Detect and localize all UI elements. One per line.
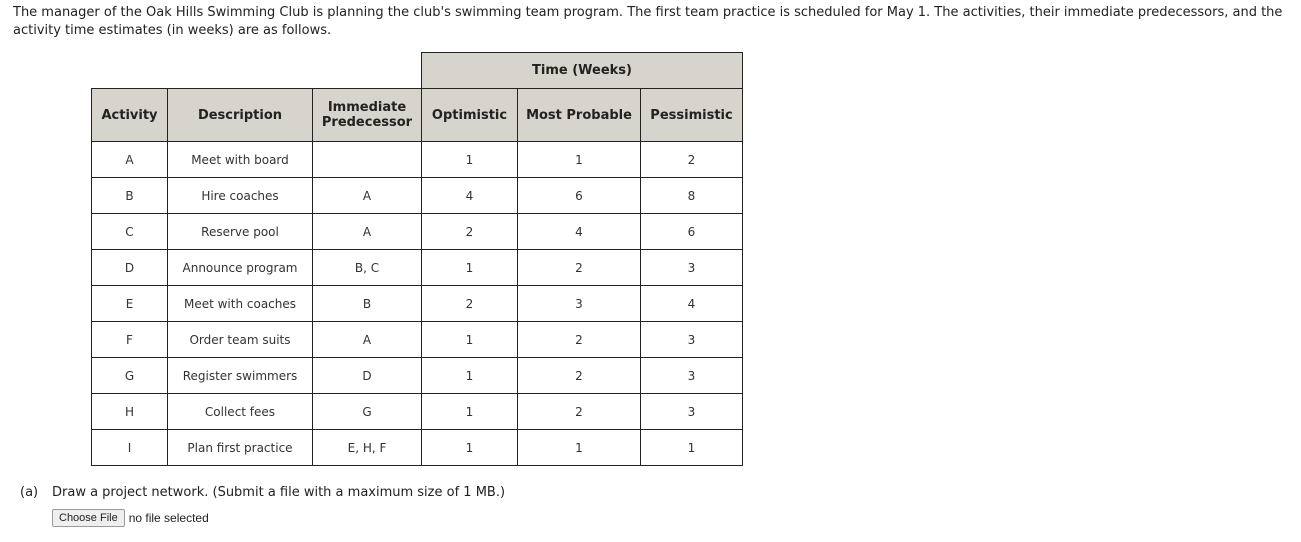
cell-most-probable: 6 xyxy=(518,178,641,214)
col-header-predecessor: Immediate Predecessor xyxy=(313,89,422,142)
cell-activity: F xyxy=(92,322,168,358)
table-row xyxy=(92,178,743,214)
cell-most-probable: 1 xyxy=(518,142,641,178)
cell-predecessor: A xyxy=(313,214,422,250)
cell-most-probable: 2 xyxy=(518,358,641,394)
question-part-a xyxy=(20,484,505,502)
cell-pessimistic: 3 xyxy=(641,250,743,286)
cell-predecessor xyxy=(313,142,422,178)
col-header-description: Description xyxy=(168,89,313,142)
cell-optimistic: 4 xyxy=(422,178,518,214)
cell-optimistic: 1 xyxy=(422,430,518,466)
part-a-label: (a) xyxy=(20,485,39,500)
table-row xyxy=(92,214,743,250)
cell-pessimistic: 3 xyxy=(641,358,743,394)
table-row xyxy=(92,286,743,322)
col-header-activity: Activity xyxy=(92,89,168,142)
cell-most-probable: 2 xyxy=(518,322,641,358)
file-upload xyxy=(52,509,209,527)
cell-most-probable: 2 xyxy=(518,250,641,286)
cell-optimistic: 2 xyxy=(422,214,518,250)
table-row xyxy=(92,142,743,178)
table-row xyxy=(92,430,743,466)
cell-description: Collect fees xyxy=(168,394,313,430)
cell-activity: H xyxy=(92,394,168,430)
cell-most-probable: 1 xyxy=(518,430,641,466)
cell-optimistic: 1 xyxy=(422,394,518,430)
cell-optimistic: 2 xyxy=(422,286,518,322)
cell-predecessor: B xyxy=(313,286,422,322)
cell-activity: C xyxy=(92,214,168,250)
cell-most-probable: 3 xyxy=(518,286,641,322)
cell-optimistic: 1 xyxy=(422,322,518,358)
time-weeks-header: Time (Weeks) xyxy=(422,53,743,89)
cell-pessimistic: 1 xyxy=(641,430,743,466)
column-header-row xyxy=(92,89,743,142)
cell-pessimistic: 3 xyxy=(641,394,743,430)
cell-optimistic: 1 xyxy=(422,250,518,286)
table-row xyxy=(92,250,743,286)
cell-pessimistic: 3 xyxy=(641,322,743,358)
choose-file-button[interactable]: Choose File xyxy=(52,509,125,527)
problem-intro: The manager of the Oak Hills Swimming Club is planning the club's swimming team program. The first team practice is scheduled for May 1. The activities, their immediate predecessors, and the activity time estimates (in weeks) are as follows. xyxy=(13,5,1283,38)
cell-most-probable: 2 xyxy=(518,394,641,430)
cell-optimistic: 1 xyxy=(422,142,518,178)
cell-description: Hire coaches xyxy=(168,178,313,214)
col-header-pessimistic: Pessimistic xyxy=(641,89,743,142)
cell-predecessor: G xyxy=(313,394,422,430)
cell-description: Meet with coaches xyxy=(168,286,313,322)
cell-most-probable: 4 xyxy=(518,214,641,250)
file-status: no file selected xyxy=(128,511,209,525)
table-row xyxy=(92,358,743,394)
cell-pessimistic: 6 xyxy=(641,214,743,250)
cell-description: Order team suits xyxy=(168,322,313,358)
cell-pessimistic: 2 xyxy=(641,142,743,178)
cell-predecessor: B, C xyxy=(313,250,422,286)
cell-description: Register swimmers xyxy=(168,358,313,394)
cell-activity: I xyxy=(92,430,168,466)
cell-activity: E xyxy=(92,286,168,322)
cell-activity: G xyxy=(92,358,168,394)
cell-description: Meet with board xyxy=(168,142,313,178)
activity-table xyxy=(91,52,743,466)
cell-description: Reserve pool xyxy=(168,214,313,250)
table-row xyxy=(92,394,743,430)
cell-activity: D xyxy=(92,250,168,286)
cell-pessimistic: 4 xyxy=(641,286,743,322)
col-header-most-probable: Most Probable xyxy=(518,89,641,142)
cell-predecessor: D xyxy=(313,358,422,394)
cell-activity: B xyxy=(92,178,168,214)
cell-activity: A xyxy=(92,142,168,178)
cell-predecessor: A xyxy=(313,178,422,214)
cell-pessimistic: 8 xyxy=(641,178,743,214)
cell-predecessor: E, H, F xyxy=(313,430,422,466)
cell-description: Plan first practice xyxy=(168,430,313,466)
table-row xyxy=(92,322,743,358)
col-header-optimistic: Optimistic xyxy=(422,89,518,142)
cell-description: Announce program xyxy=(168,250,313,286)
cell-predecessor: A xyxy=(313,322,422,358)
part-a-text: Draw a project network. (Submit a file with a maximum size of 1 MB.) xyxy=(52,485,506,500)
cell-optimistic: 1 xyxy=(422,358,518,394)
